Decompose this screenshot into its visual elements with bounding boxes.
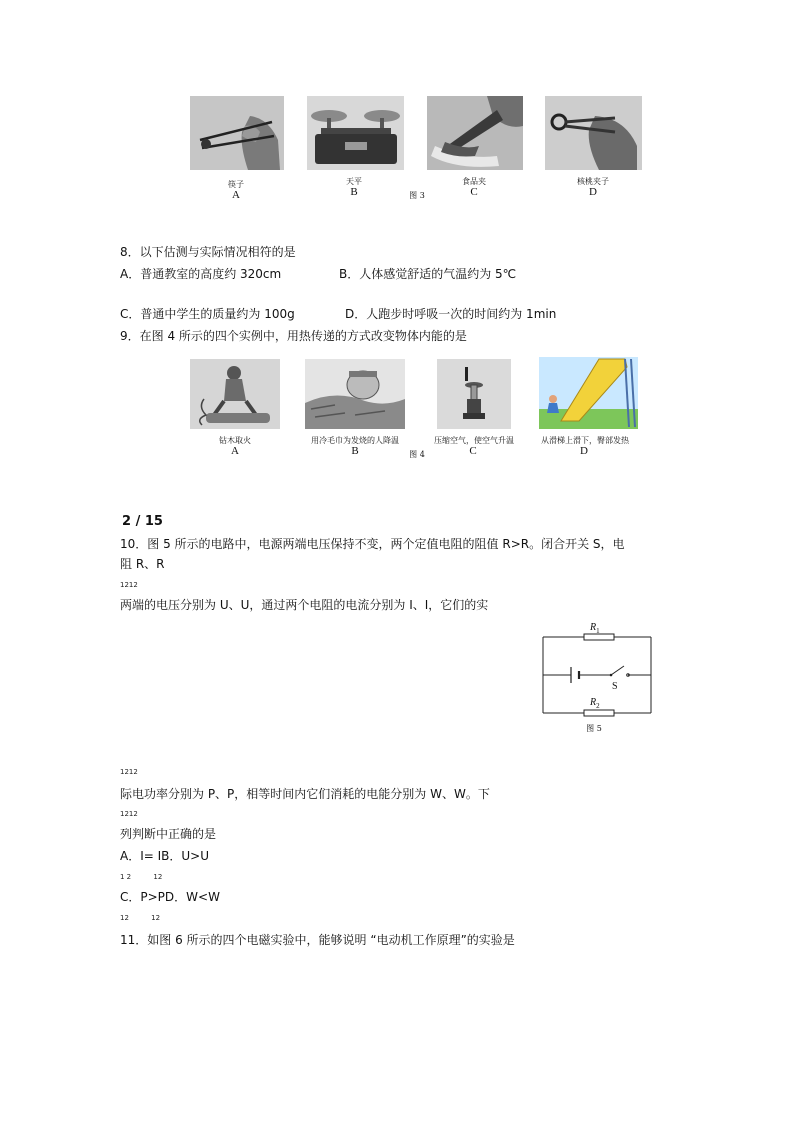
q10-option-c: C．P>PD．W<W <box>120 890 220 904</box>
q8-option-d: D．人跑步时呼吸一次的时间约为 1min <box>345 307 557 321</box>
balance-photo <box>307 96 404 170</box>
switch-symbol <box>610 666 630 676</box>
nutcracker-image <box>545 96 642 170</box>
q10-line-2: 阻 R、R <box>120 557 165 571</box>
fig3-letter-d: D <box>589 186 597 198</box>
switch-label: S <box>612 681 618 692</box>
fig3-label-c: 食品夹 <box>462 177 486 186</box>
food-tongs-image <box>427 96 523 170</box>
q10-option-a-subscripts: 1 2 12 <box>120 873 163 881</box>
fig4-label-a: 钻木取火 <box>219 436 251 445</box>
chopsticks-image <box>190 96 284 170</box>
fig3-letter-b: B <box>350 186 358 198</box>
q8-option-b: B．人体感觉舒适的气温约为 5℃ <box>339 267 517 281</box>
chopsticks-photo <box>190 96 284 170</box>
q10-subscripts-2: 1212 <box>120 768 138 776</box>
food-tongs-photo <box>427 96 523 170</box>
page-number: 2 / 15 <box>122 514 163 529</box>
q10-option-a: A．I= IB．U>U <box>120 849 210 863</box>
drill-wood-photo <box>190 359 280 429</box>
fig3-label-a: 筷子 <box>228 180 244 189</box>
q10-subscripts-1: 1212 <box>120 581 138 589</box>
q10-line-1: 10．图 5 所示的电路中，电源两端电压保持不变，两个定值电阻的阻值 R>R。闭合开关 S，电 <box>120 537 625 551</box>
q10-option-c-subscripts: 12 12 <box>120 914 161 922</box>
fig3-caption: 图 3 <box>409 191 425 200</box>
battery-symbol <box>571 667 579 683</box>
r1-letter: R <box>590 622 597 633</box>
r2-subscript: 2 <box>596 702 600 710</box>
fig3-label-b: 天平 <box>346 177 362 186</box>
fig4-letter-b: B <box>351 445 359 457</box>
drill-wood-image <box>190 359 280 429</box>
fig4-caption: 图 4 <box>409 450 425 459</box>
r1-label <box>590 622 600 635</box>
q8-stem: 8．以下估测与实际情况相符的是 <box>120 245 296 259</box>
r2-label <box>590 697 600 710</box>
fig3-letter-a: A <box>232 189 240 201</box>
q8-option-a: A．普通教室的高度约 320cm <box>120 267 282 281</box>
fig4-label-d: 从滑梯上滑下，臀部发热 <box>541 436 629 445</box>
compressed-air-image <box>437 359 511 429</box>
balance-image <box>307 96 404 170</box>
fig3-letter-c: C <box>470 186 478 198</box>
q10-line-5: 列判断中正确的是 <box>120 827 217 841</box>
q9-stem: 9．在图 4 所示的四个实例中，用热传递的方式改变物体内能的是 <box>120 329 467 343</box>
r2-letter: R <box>590 697 597 708</box>
circuit-diagram <box>533 621 663 731</box>
fig4-letter-a: A <box>231 445 239 457</box>
r1-subscript: 1 <box>596 627 600 635</box>
q10-line-3: 两端的电压分别为 U、U，通过两个电阻的电流分别为 I、I，它们的实 <box>120 598 489 612</box>
fig3-label-d: 核桃夹子 <box>577 177 609 186</box>
q11-stem: 11．如图 6 所示的四个电磁实验中，能够说明 “电动机工作原理”的实验是 <box>120 933 515 947</box>
q8-option-c: C．普通中学生的质量约为 100g <box>120 307 295 321</box>
cold-towel-image <box>305 359 405 429</box>
cold-towel-photo <box>305 359 405 429</box>
compressed-air-photo <box>437 359 511 429</box>
slide-photo <box>539 357 638 429</box>
fig5-caption: 图 5 <box>586 724 602 733</box>
fig4-letter-c: C <box>469 445 477 457</box>
fig4-label-b: 用冷毛巾为发烧的人降温 <box>311 436 399 445</box>
nutcracker-photo <box>545 96 642 170</box>
slide-image <box>539 357 638 429</box>
q10-line-4: 际电功率分别为 P、P，相等时间内它们消耗的电能分别为 W、W。下 <box>120 787 490 801</box>
fig4-letter-d: D <box>580 445 588 457</box>
resistor-r2 <box>584 710 614 716</box>
q10-subscripts-3: 1212 <box>120 810 138 818</box>
fig4-label-c: 压缩空气，使空气升温 <box>434 436 514 445</box>
